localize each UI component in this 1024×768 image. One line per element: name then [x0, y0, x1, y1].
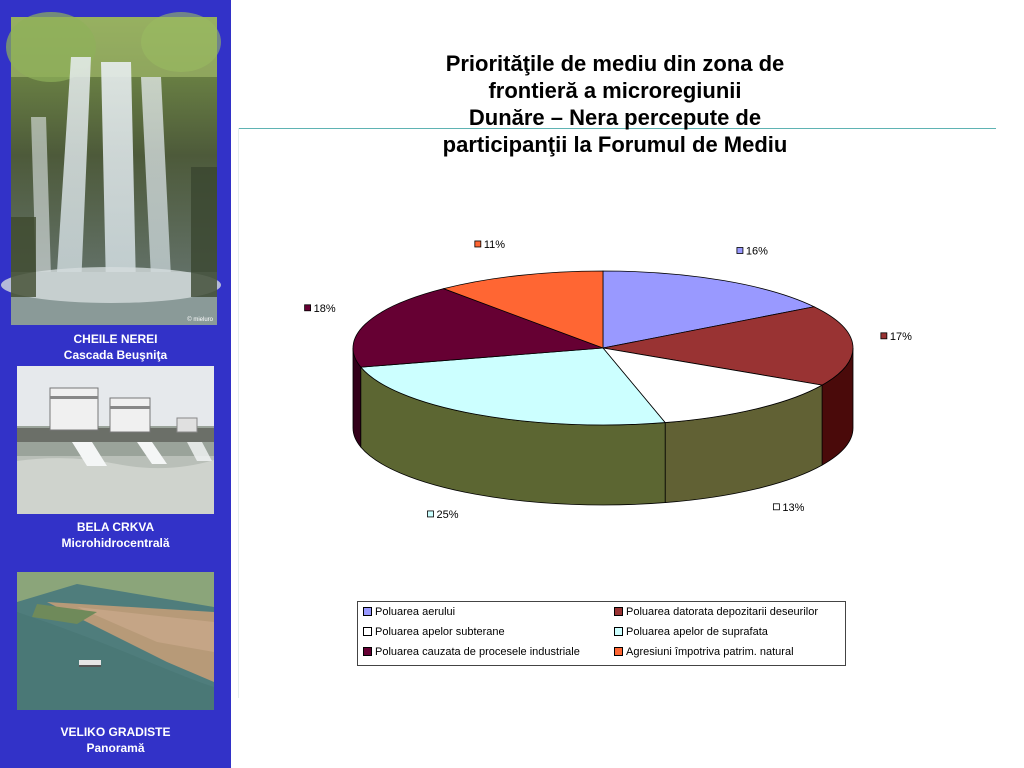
- pie-label: [475, 239, 505, 251]
- photo-caption-2: [0, 519, 231, 551]
- waterfall-image: [11, 17, 217, 325]
- pie-label: [881, 331, 912, 343]
- legend-label: Poluarea cauzata de procesele industriale: [375, 646, 580, 658]
- pie-label: [305, 303, 336, 315]
- pie-label: [427, 509, 458, 521]
- pie-label-text: 11%: [483, 238, 506, 251]
- pie-label-text: 18%: [313, 302, 336, 315]
- legend-swatch: [363, 647, 372, 656]
- legend-swatch: [363, 607, 372, 616]
- legend-label: Poluarea apelor de suprafata: [626, 626, 768, 638]
- legend-item: [614, 606, 818, 619]
- pie-label-text: 17%: [889, 330, 912, 343]
- caption-subtitle: Cascada Beuşniţa: [63, 348, 168, 362]
- caption-title: BELA CRKVA: [76, 520, 155, 534]
- pie-label-text: 25%: [436, 508, 459, 521]
- legend-item: [363, 606, 455, 619]
- title-line: Dunăre – Nera percepute de: [468, 105, 762, 130]
- legend-swatch: [614, 627, 623, 636]
- pie-label-swatch: [881, 333, 887, 339]
- legend-label: Agresiuni împotriva patrim. natural: [626, 646, 794, 658]
- legend-label: Poluarea aerului: [375, 606, 456, 618]
- title-line: frontieră a microregiunii: [488, 78, 742, 103]
- dam-image: [17, 366, 214, 514]
- pie-label-text: 16%: [745, 245, 768, 258]
- legend-swatch: [614, 647, 623, 656]
- photo-caption-1: [0, 331, 231, 363]
- waterfall-photo: [11, 17, 217, 325]
- caption-title: VELIKO GRADISTE: [60, 725, 171, 739]
- pie-label-swatch: [475, 241, 481, 247]
- vertical-divider: [238, 128, 239, 698]
- caption-subtitle: Microhidrocentrală: [61, 536, 170, 550]
- title-line: Priorităţile de mediu din zona de: [445, 51, 785, 76]
- title-line: participanţii la Forumul de Mediu: [442, 132, 788, 157]
- legend-swatch: [363, 627, 372, 636]
- pie-label: [737, 245, 768, 257]
- panorama-image: [17, 572, 214, 710]
- legend-item: [614, 646, 794, 659]
- legend-swatch: [614, 607, 623, 616]
- caption-subtitle: Panoramă: [86, 741, 145, 755]
- legend-item: [363, 646, 580, 659]
- chart-legend: [357, 601, 846, 666]
- pie-label-swatch: [427, 511, 433, 517]
- photo-caption-3: [0, 724, 231, 756]
- pie-label-swatch: [737, 247, 743, 253]
- legend-item: [363, 626, 505, 639]
- dam-photo: [17, 366, 214, 514]
- legend-label: Poluarea apelor subterane: [375, 626, 505, 638]
- legend-label: Poluarea datorata depozitarii deseurilor: [626, 606, 819, 618]
- pie-label: [773, 502, 804, 514]
- pie-label-text: 13%: [782, 501, 805, 514]
- photo-watermark: © mieluro: [187, 317, 213, 323]
- legend-item: [614, 626, 768, 639]
- slide-title: [330, 50, 900, 158]
- caption-title: CHEILE NEREI: [73, 332, 158, 346]
- pie-chart: [300, 238, 920, 530]
- pie-label-swatch: [305, 305, 311, 311]
- sidebar: [0, 0, 231, 768]
- pie-label-swatch: [773, 504, 779, 510]
- panorama-photo: [17, 572, 214, 710]
